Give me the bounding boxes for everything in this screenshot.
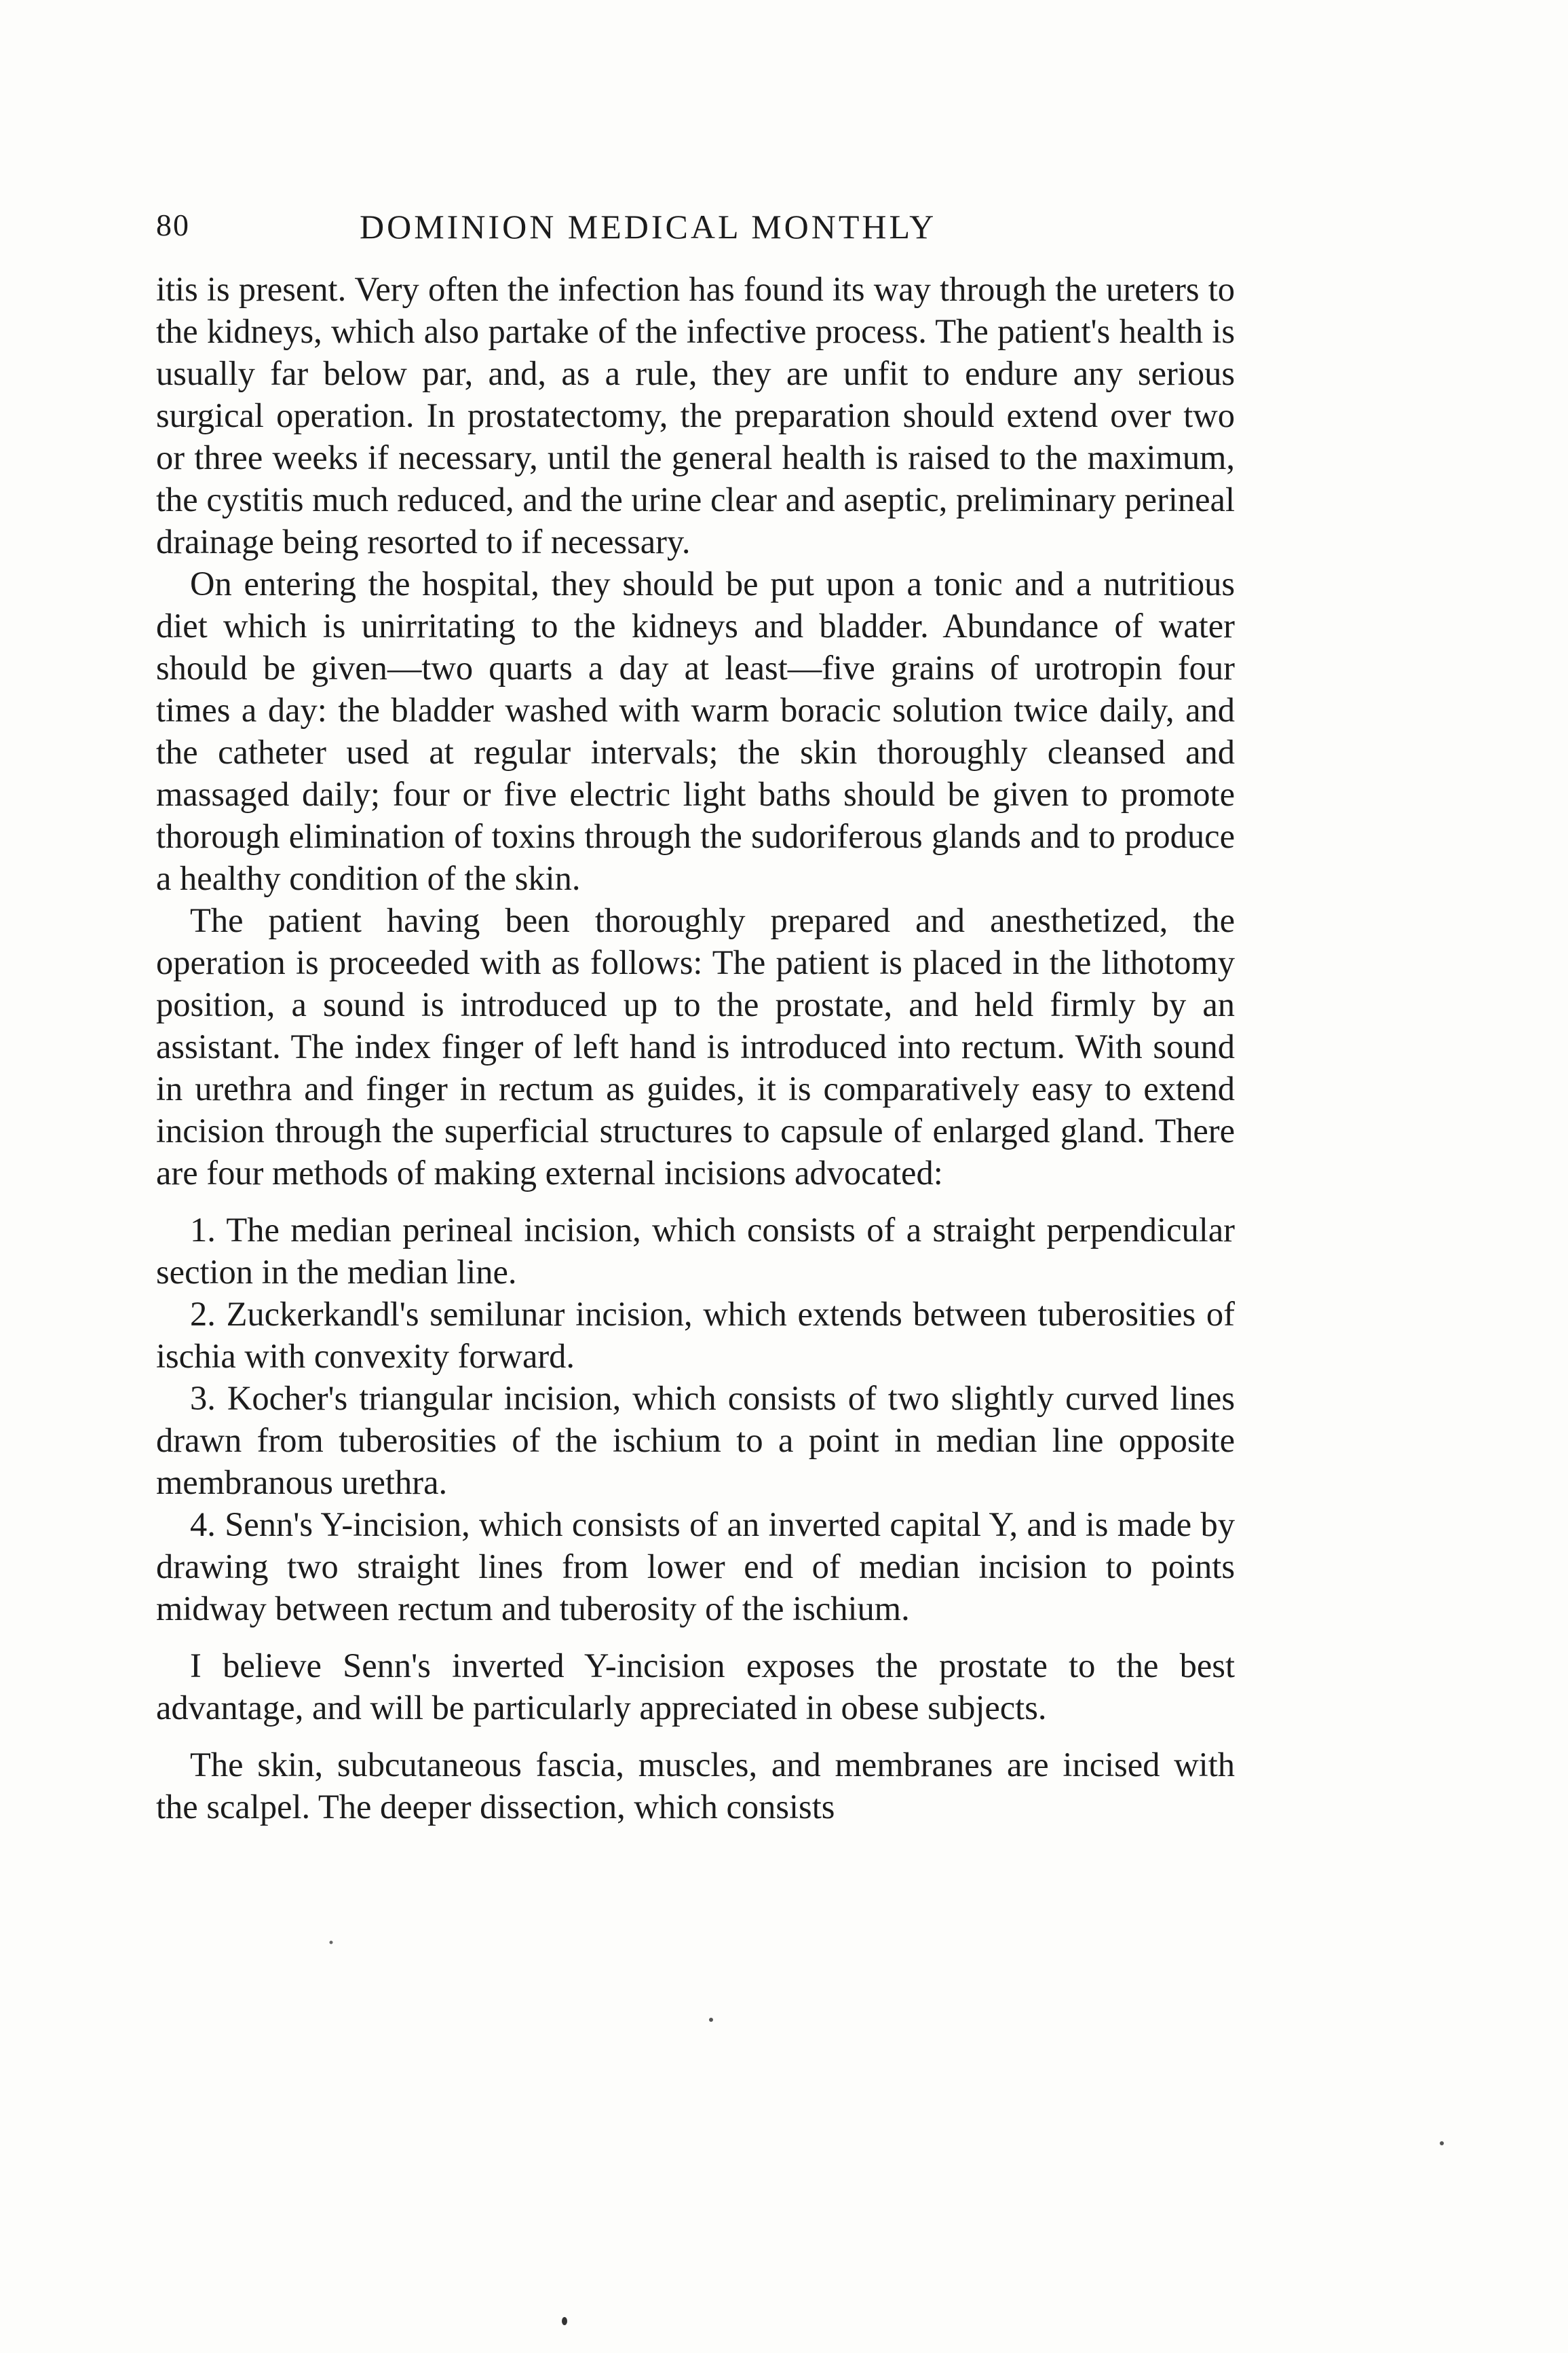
scan-speck <box>709 2018 713 2022</box>
paragraph-preparation: On entering the hospital, they should be put upon a tonic and a nutritious diet which is unirritating to the kidneys and bladder. Abundance of water should be given—two quarts a day at least—five grains of urotropin four times a day: the bladder washed with warm boracic solution twice daily, and the catheter used at regular intervals; the skin thoroughly cleansed and massaged daily; four or five electric light baths should be given to promote thorough elimination of toxins through the sudoriferous glands and to produce a healthy condition of the skin. <box>156 565 1235 897</box>
list-item-median-incision: 1. The median perineal incision, which consists of a straight perpendicular section in the median line. <box>156 1211 1235 1291</box>
paragraph-operation: The patient having been thoroughly prepared and anesthetized, the operation is proceeded with as follows: The patient is placed in the lithotomy position, a sound is introduced up to the prostate, and held firmly by an assistant. The index finger of left hand is introduced into rectum. With sound in urethra and finger in rectum as guides, it is comparatively easy to extend incision through the superficial structures to capsule of enlarged gland. There are four methods of making external incisions advocated: <box>156 901 1235 1192</box>
paragraph-dissection: The skin, subcutaneous fascia, muscles, and membranes are incised with the scalpel. The deeper dissection, which consists <box>156 1746 1235 1826</box>
scan-speck <box>562 2317 567 2325</box>
page-header <box>156 207 1242 261</box>
list-item-y-incision: 4. Senn's Y-incision, which consists of an inverted capital Y, and is made by drawing two straight lines from lower end of median incision to points midway between rectum and tuberosity of the ischium. <box>156 1505 1235 1627</box>
body-text <box>156 268 1235 1828</box>
paragraph-continued: itis is present. Very often the infection has found its way through the ureters to the kidneys, which also partake of the infective process. The patient's health is usually far below par, and, as a rule, they are unfit to endure any serious surgical operation. In prostatectomy, the preparation should extend over two or three weeks if necessary, until the general health is raised to the maximum, the cystitis much reduced, and the urine clear and aseptic, preliminary perineal drainage being resorted to if necessary. <box>156 270 1235 561</box>
list-item-semilunar-incision: 2. Zuckerkandl's semilunar incision, which extends between tuberosities of ischia with convexity forward. <box>156 1295 1235 1375</box>
list-item-triangular-incision: 3. Kocher's triangular incision, which consists of two slightly curved lines drawn from tuberosities of the ischium to a point in median line opposite membranous urethra. <box>156 1379 1235 1501</box>
page-number: 80 <box>156 208 190 242</box>
scan-speck <box>330 1941 333 1944</box>
paragraph-opinion: I believe Senn's inverted Y-incision exposes the prostate to the best advantage, and will be particularly appreciated in obese subjects. <box>156 1646 1235 1727</box>
scan-speck <box>1440 2141 1444 2145</box>
running-title: DOMINION MEDICAL MONTHLY <box>360 208 937 246</box>
